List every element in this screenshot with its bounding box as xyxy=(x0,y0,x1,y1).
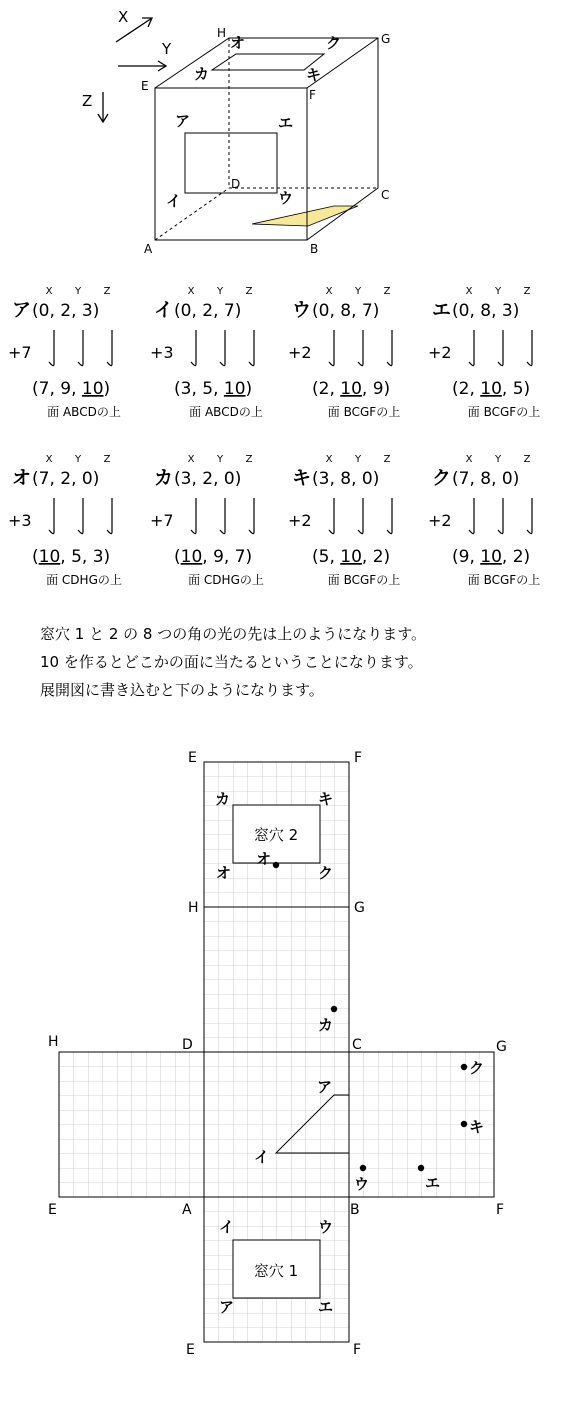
net-label-E-bottom: E xyxy=(186,1342,195,1358)
ray-arrow xyxy=(107,330,112,366)
axis-header-z: Z xyxy=(523,286,531,297)
ray-face-caption: 面 CDHGの上 xyxy=(46,573,122,587)
mark-i-label: イ xyxy=(254,1148,270,1166)
ray-face-caption: 面 ABCDの上 xyxy=(47,405,121,419)
net-window2-ka: カ xyxy=(215,790,231,808)
ray-corner-label: ウ xyxy=(292,299,312,321)
ray-arrow xyxy=(78,498,83,534)
axis-header-z: Z xyxy=(523,454,531,465)
net-window2-o: オ xyxy=(216,864,232,882)
net-label-F-top: F xyxy=(354,750,363,766)
mark-ki-label: キ xyxy=(469,1118,485,1136)
ray-arrow xyxy=(220,330,225,366)
ray-result: (9, 10, 2) xyxy=(452,547,531,567)
axis-header-z: Z xyxy=(245,286,253,297)
axis-header-x: X xyxy=(465,454,473,465)
cube-corner-ka: カ xyxy=(194,65,210,83)
face-HDAE xyxy=(59,1052,204,1197)
ray-face-caption: 面 CDHGの上 xyxy=(188,573,264,587)
ray-arrow xyxy=(498,498,503,534)
ray-face-caption: 面 ABCDの上 xyxy=(189,405,263,419)
mark-o-dot xyxy=(273,862,279,868)
ray-start-coords: (3, 2, 0) xyxy=(174,469,242,489)
explanation-line-1: 窓穴 1 と 2 の 8 つの角の光の先は上のようになります。 xyxy=(40,625,427,643)
ray-start-coords: (3, 8, 0) xyxy=(312,469,380,489)
net-label-H-mid: H xyxy=(188,900,199,916)
ray-arrow xyxy=(249,330,254,366)
ray-shift: +2 xyxy=(288,343,312,362)
axis-header-y: Y xyxy=(354,454,362,465)
ray-start-coords: (0, 8, 3) xyxy=(452,301,520,321)
ray-shift: +2 xyxy=(428,511,452,530)
net-label-G-right: G xyxy=(496,1039,507,1055)
axis-header-z: Z xyxy=(103,286,111,297)
ray-arrow xyxy=(220,498,225,534)
ray-shift: +7 xyxy=(150,511,174,530)
net-label-F-bottom: F xyxy=(353,1342,362,1358)
axis-header-x: X xyxy=(465,286,473,297)
ray-table xyxy=(0,280,568,600)
ray-corner-label: イ xyxy=(154,299,174,321)
mark-ki-dot xyxy=(461,1121,467,1127)
cube-net xyxy=(0,740,568,1380)
cube-corner-a: ア xyxy=(175,112,191,130)
mark-ka-dot xyxy=(331,1006,337,1012)
cube-corner-ku: ク xyxy=(326,34,342,52)
net-window1-u: ウ xyxy=(318,1218,334,1236)
ray-arrow xyxy=(387,330,392,366)
ray-corner-label: オ xyxy=(12,467,32,489)
ray-result: (2, 10, 9) xyxy=(312,379,391,399)
net-window2-ku: ク xyxy=(318,864,334,882)
vertex-A: A xyxy=(144,242,153,256)
cube-corner-i: イ xyxy=(166,192,182,210)
ray-corner-label: ク xyxy=(432,467,452,489)
ray-corner-label: キ xyxy=(292,467,312,489)
face-ABCD xyxy=(204,1052,349,1197)
ray-arrow xyxy=(527,498,532,534)
ray-shift: +3 xyxy=(8,511,32,530)
ray-face-caption: 面 BCGFの上 xyxy=(327,405,401,419)
axis-header-y: Y xyxy=(74,454,82,465)
ray-start-coords: (7, 2, 0) xyxy=(32,469,100,489)
ray-arrow xyxy=(498,330,503,366)
cube-corner-u: ウ xyxy=(278,189,294,207)
ray-arrow xyxy=(49,498,54,534)
ray-face-caption: 面 BCGFの上 xyxy=(327,573,401,587)
axis-header-x: X xyxy=(325,454,333,465)
ray-shift: +2 xyxy=(288,511,312,530)
ray-arrow xyxy=(358,498,363,534)
axis-header-x: X xyxy=(187,286,195,297)
axis-header-x: X xyxy=(325,286,333,297)
ray-arrow xyxy=(329,330,334,366)
ray-result: (3, 5, 10) xyxy=(174,379,253,399)
axis-header-y: Y xyxy=(216,286,224,297)
ray-arrow xyxy=(249,498,254,534)
axis-header-z: Z xyxy=(383,454,391,465)
vertex-G: G xyxy=(381,32,391,46)
net-label-G-mid: G xyxy=(354,900,365,916)
mark-a-label: ア xyxy=(317,1078,333,1096)
axis-header-y: Y xyxy=(74,286,82,297)
mark-u-label: ウ xyxy=(354,1175,370,1193)
net-label-E-top: E xyxy=(188,750,197,766)
cube-corner-e: エ xyxy=(278,114,294,132)
net-label-E-left: E xyxy=(48,1202,57,1218)
axis-header-x: X xyxy=(187,454,195,465)
net-label-H-left: H xyxy=(48,1034,59,1050)
ray-arrow xyxy=(329,498,334,534)
axis-y-label: Y xyxy=(162,40,172,58)
net-label-A: A xyxy=(182,1202,192,1218)
mark-o-label: オ xyxy=(256,850,272,868)
vertex-D: D xyxy=(231,177,241,191)
axis-header-z: Z xyxy=(103,454,111,465)
ray-arrow xyxy=(191,498,196,534)
axis-header-y: Y xyxy=(494,454,502,465)
mark-ka-label: カ xyxy=(318,1016,334,1034)
explanation-line-2: 10 を作るとどこかの面に当たるということになります。 xyxy=(40,653,423,671)
axis-x-label: X xyxy=(118,8,129,26)
axis-header-y: Y xyxy=(354,286,362,297)
mark-u-dot xyxy=(360,1165,366,1171)
ray-arrow xyxy=(49,330,54,366)
mark-ku-label: ク xyxy=(469,1059,485,1077)
net-window1-a: ア xyxy=(219,1298,235,1316)
axis-header-x: X xyxy=(45,286,53,297)
ray-result: (10, 9, 7) xyxy=(174,547,253,567)
net-window2-ki: キ xyxy=(318,790,334,808)
net-label-B: B xyxy=(350,1202,360,1218)
net-window1-e: エ xyxy=(318,1298,334,1316)
ray-arrow xyxy=(78,330,83,366)
explanation-line-3: 展開図に書き込むと下のようになります。 xyxy=(40,681,324,699)
cube-corner-o: オ xyxy=(230,34,246,52)
ray-result: (2, 10, 5) xyxy=(452,379,531,399)
ray-face-caption: 面 BCGFの上 xyxy=(467,573,541,587)
ray-start-coords: (0, 2, 7) xyxy=(174,301,242,321)
vertex-B: B xyxy=(310,242,319,256)
ray-corner-label: ア xyxy=(12,299,32,321)
axis-header-y: Y xyxy=(216,454,224,465)
ray-result: (10, 5, 3) xyxy=(32,547,111,567)
ray-result: (7, 9, 10) xyxy=(32,379,111,399)
ray-result: (5, 10, 2) xyxy=(312,547,391,567)
light-patch xyxy=(252,206,358,226)
ray-arrow xyxy=(387,498,392,534)
ray-arrow xyxy=(107,498,112,534)
axis-header-z: Z xyxy=(245,454,253,465)
ray-shift: +3 xyxy=(150,343,174,362)
axis-header-z: Z xyxy=(383,286,391,297)
ray-arrow xyxy=(527,330,532,366)
ray-corner-label: エ xyxy=(432,299,452,321)
mark-e-label: エ xyxy=(425,1174,441,1192)
net-label-F-right: F xyxy=(496,1202,505,1218)
net-window-1-label: 窓穴 1 xyxy=(253,1262,299,1280)
ray-shift: +7 xyxy=(8,343,32,362)
mark-e-dot xyxy=(418,1165,424,1171)
axis-header-y: Y xyxy=(494,286,502,297)
ray-shift: +2 xyxy=(428,343,452,362)
vertex-H: H xyxy=(217,26,227,40)
ray-start-coords: (7, 8, 0) xyxy=(452,469,520,489)
ray-start-coords: (0, 2, 3) xyxy=(32,301,100,321)
cube-diagram xyxy=(0,0,568,270)
net-window1-i: イ xyxy=(219,1218,235,1236)
vertex-F: F xyxy=(309,88,316,102)
net-label-D: D xyxy=(182,1037,193,1053)
axis-header-x: X xyxy=(45,454,53,465)
ray-arrow xyxy=(358,330,363,366)
vertex-E: E xyxy=(141,79,149,93)
vertex-C: C xyxy=(381,188,390,202)
explanation xyxy=(40,620,550,704)
mark-ku-dot xyxy=(461,1064,467,1070)
ray-start-coords: (0, 8, 7) xyxy=(312,301,380,321)
ray-arrow xyxy=(191,330,196,366)
ray-corner-label: カ xyxy=(154,467,174,489)
cube-corner-ki: キ xyxy=(306,66,322,84)
net-label-C: C xyxy=(352,1037,362,1053)
ray-arrow xyxy=(469,330,474,366)
ray-arrow xyxy=(469,498,474,534)
axis-z-label: Z xyxy=(82,92,93,110)
net-window-2-label: 窓穴 2 xyxy=(253,826,299,844)
ray-face-caption: 面 BCGFの上 xyxy=(467,405,541,419)
